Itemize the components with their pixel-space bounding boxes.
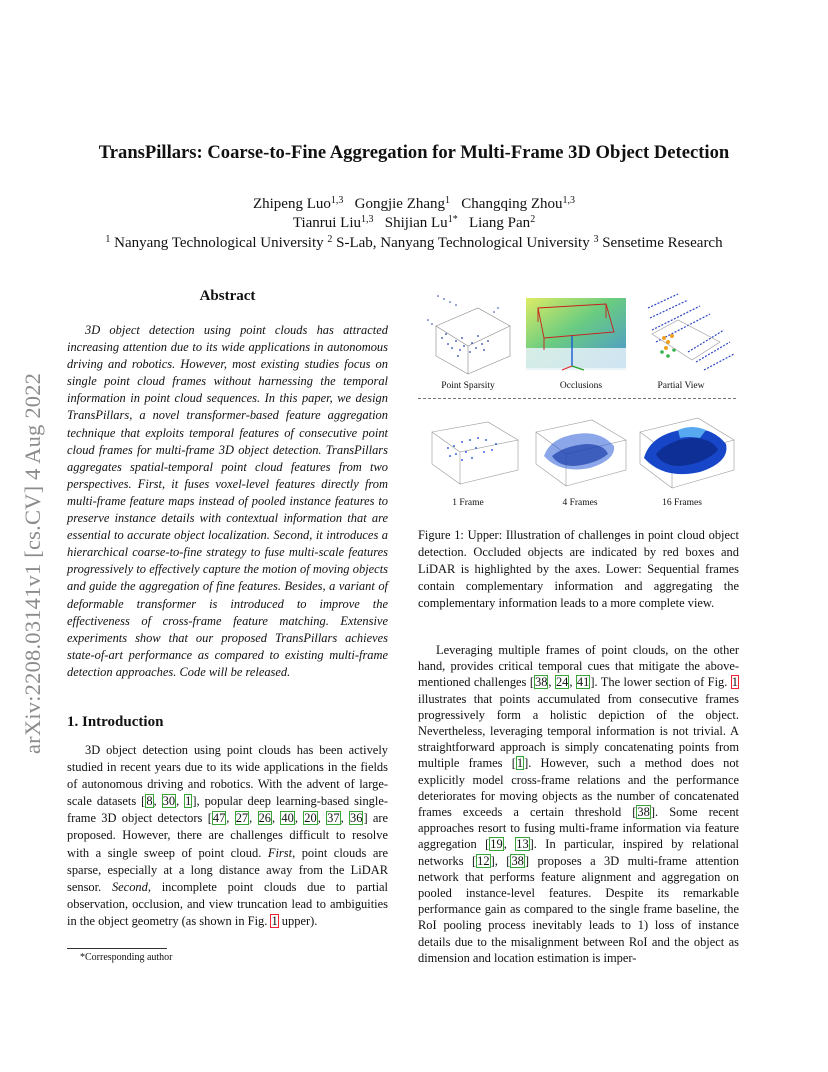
author-name: Tianrui Liu — [292, 215, 362, 231]
author-name: Changqing Zhou — [461, 196, 563, 212]
label-partial-view: Partial View — [657, 381, 705, 391]
body-text: ]. Some recent approaches resort to fusing multi-frame information via feature aggregation [ — [418, 805, 739, 852]
author-superscript: 1,3 — [361, 214, 374, 225]
author-superscript: 2 — [530, 214, 536, 225]
emphasis-text: First — [267, 845, 293, 860]
partial-view-panel — [638, 290, 738, 376]
body-text: ] proposes a 3D multi-frame attention network that performs feature alignment and aggregation on pooled instance-level features. Despite its remarkable performance gain as compared to the single frame baseline, the RoI pooling process inevitably leads to 1) loss of instance details due to the misalignment between RoI and the object as dimension and location estimation is imper- — [418, 853, 739, 965]
figure-reference-link[interactable]: 1 — [271, 913, 278, 928]
author-superscript: 1,3 — [562, 195, 576, 206]
body-text: , — [569, 675, 576, 690]
citation-link[interactable]: 36 — [350, 811, 363, 826]
body-text: ]. In particular, inspired by relational networks [ — [418, 837, 740, 868]
figure-reference-link[interactable]: 1 — [731, 675, 739, 690]
citation-link[interactable]: 13 — [516, 837, 529, 852]
citation-link[interactable]: 41 — [576, 675, 590, 690]
citation-link[interactable]: 1 — [185, 794, 192, 809]
affiliation-name: Nanyang Technological University — [110, 235, 324, 251]
body-text: ]. However, such a method does not explicitly model cross-frame relations and the performance deteriorates for moving objects as the number of concatenated frames exceeds a certain threshold [ — [418, 756, 740, 820]
body-text: ]. The lower section of Fig. — [590, 675, 731, 690]
body-text: , — [317, 811, 327, 826]
abstract-text: 3D object detection using point clouds has attracted increasing attention due to its wide applications in autonomous driving and robotics. However, most existing studies focus on single point cloud frames without harnessing the temporal information in point cloud sequences. In this paper, we design TransPillars, a novel transformer-based feature aggregation technique that exploits temporal features of consecutive point cloud frames for multi-frame 3D object detection. TransPillars aggregates spatial-temporal point cloud features from two perspectives. First, it fuses voxel-level features directly from multi-frame feature maps instead of pooled instance features to preserve instance details with contextual information that are essential to accurate object localization. Second, it introduces a hierarchical coarse-to-fine strategy to fuse multi-scale features progressively to effectively capture the motion of moving objects and guide the aggregation of fine features. Besides, a variant of deformable transformer is introduced to improve the effectiveness of cross-frame feature matching. Extensive experiments show that our proposed TransPillars achieves state-of-art performance as compared to existing multi-frame detection approaches. Code will be released. — [67, 323, 388, 679]
body-text: Leveraging multiple frames of point clouds, on the other hand, provides critical temporal cues that mitigate the above-mentioned challenges [ — [418, 643, 739, 690]
affiliations — [0, 233, 828, 253]
figure-caption: Figure 1: Upper: Illustration of challenges in point cloud object detection. Occluded objects are indicated by red boxes and LiDAR is highlighted by the axes. Lower: Sequential frames contain complementary information and aggregating the complementary information leads to a more complete view. — [418, 528, 739, 611]
citation-link[interactable]: 19 — [490, 837, 503, 852]
affiliation-superscript: 1 — [105, 234, 111, 245]
body-text: , — [226, 811, 235, 826]
citation-link[interactable]: 20 — [304, 811, 317, 826]
body-text: , — [176, 794, 185, 809]
label-point-sparsity: Point Sparsity — [441, 381, 495, 391]
affiliation-name: Sensetime Research — [598, 235, 723, 251]
author-name: Shijian Lu — [384, 215, 448, 231]
citation-link[interactable]: 38 — [637, 805, 650, 820]
citation-link[interactable]: 8 — [146, 794, 153, 809]
citation-link[interactable]: 24 — [555, 675, 569, 690]
label-4-frames: 4 Frames — [562, 498, 598, 508]
citation-link[interactable]: 1 — [516, 756, 524, 771]
body-text: , — [503, 837, 516, 852]
arxiv-identifier[interactable]: arXiv:2208.03141v1 [cs.CV] 4 Aug 2022 — [20, 372, 45, 754]
body-text: 3D object detection using point clouds has been actively studied in recent years due to its wide applications in the fields of autonomous driving and robotics. With the advent of large-scale datasets — [67, 743, 388, 809]
affiliation-superscript: 3 — [593, 234, 599, 245]
body-text: upper). — [278, 913, 318, 928]
citation-link[interactable]: 37 — [327, 811, 340, 826]
citation-link[interactable]: 38 — [534, 675, 548, 690]
body-text: , incomplete point clouds due to partial observation, occlusion, and view truncation lead to ambiguities in the object geometry (as shown in Fig. — [67, 879, 389, 928]
abstract-heading: Abstract — [199, 288, 256, 304]
body-text: , — [294, 811, 304, 826]
citation-link[interactable]: 40 — [281, 811, 294, 826]
citation-link[interactable]: 47 — [212, 811, 226, 826]
author-name: Zhipeng Luo — [252, 196, 331, 212]
citation-link[interactable]: 27 — [235, 811, 249, 826]
body-text: , — [153, 794, 162, 809]
label-16-frames: 16 Frames — [662, 498, 702, 508]
author-name: Gongjie Zhang — [354, 196, 446, 212]
one-frame-panel — [426, 412, 522, 490]
citation-link[interactable]: 30 — [162, 794, 176, 809]
sixteen-frames-panel — [636, 410, 736, 492]
four-frames-panel — [530, 412, 630, 490]
author-line-1 — [0, 194, 828, 214]
footnote-rule — [67, 948, 167, 949]
body-text: [ — [141, 794, 146, 809]
body-text: , — [272, 811, 281, 826]
affiliation-name: S-Lab, Nanyang Technological University — [332, 235, 590, 251]
emphasis-text: Second — [111, 879, 148, 894]
introduction-paragraph — [67, 742, 388, 930]
occlusions-panel — [522, 292, 632, 376]
affiliation-superscript: 2 — [327, 234, 333, 245]
author-name: Liang Pan — [468, 215, 531, 231]
body-text: ], popular deep learning-based single-frame 3D object detectors [ — [67, 794, 389, 826]
citation-link[interactable]: 26 — [258, 811, 271, 826]
body-text: , — [548, 675, 555, 690]
author-superscript: 1 — [445, 195, 451, 206]
citation-link[interactable]: 12 — [477, 853, 490, 868]
body-text: ] are proposed. However, there are challenges difficult to resolve with a single sweep of point cloud. — [67, 811, 389, 860]
body-text: , — [340, 811, 349, 826]
label-1-frame: 1 Frame — [452, 498, 484, 508]
figure-divider — [418, 398, 736, 399]
label-occlusions: Occlusions — [559, 381, 603, 391]
footnote: *Corresponding author — [80, 952, 173, 963]
paper-title: TransPillars: Coarse-to-Fine Aggregation for Multi-Frame 3D Object Detection — [98, 142, 730, 163]
author-line-2 — [0, 213, 828, 233]
author-superscript: 1* — [447, 214, 458, 225]
section-heading-introduction: 1. Introduction — [67, 714, 164, 730]
body-text: , — [249, 811, 258, 826]
citation-link[interactable]: 38 — [511, 853, 524, 868]
author-superscript: 1,3 — [330, 195, 344, 206]
body-text: ], [ — [490, 853, 511, 868]
body-text: illustrates that points accumulated from consecutive frames progressively form a holistic depiction of the object. Nevertheless, leveraging temporal information is not trivial. A straightforward approach is simply concatenating points from multiple frames [ — [418, 691, 739, 771]
right-column-paragraph — [418, 642, 739, 966]
body-text: , point clouds are sparse, especially at a long distance away from the LiDAR sensor. — [67, 845, 389, 894]
point-sparsity-panel — [418, 286, 518, 376]
